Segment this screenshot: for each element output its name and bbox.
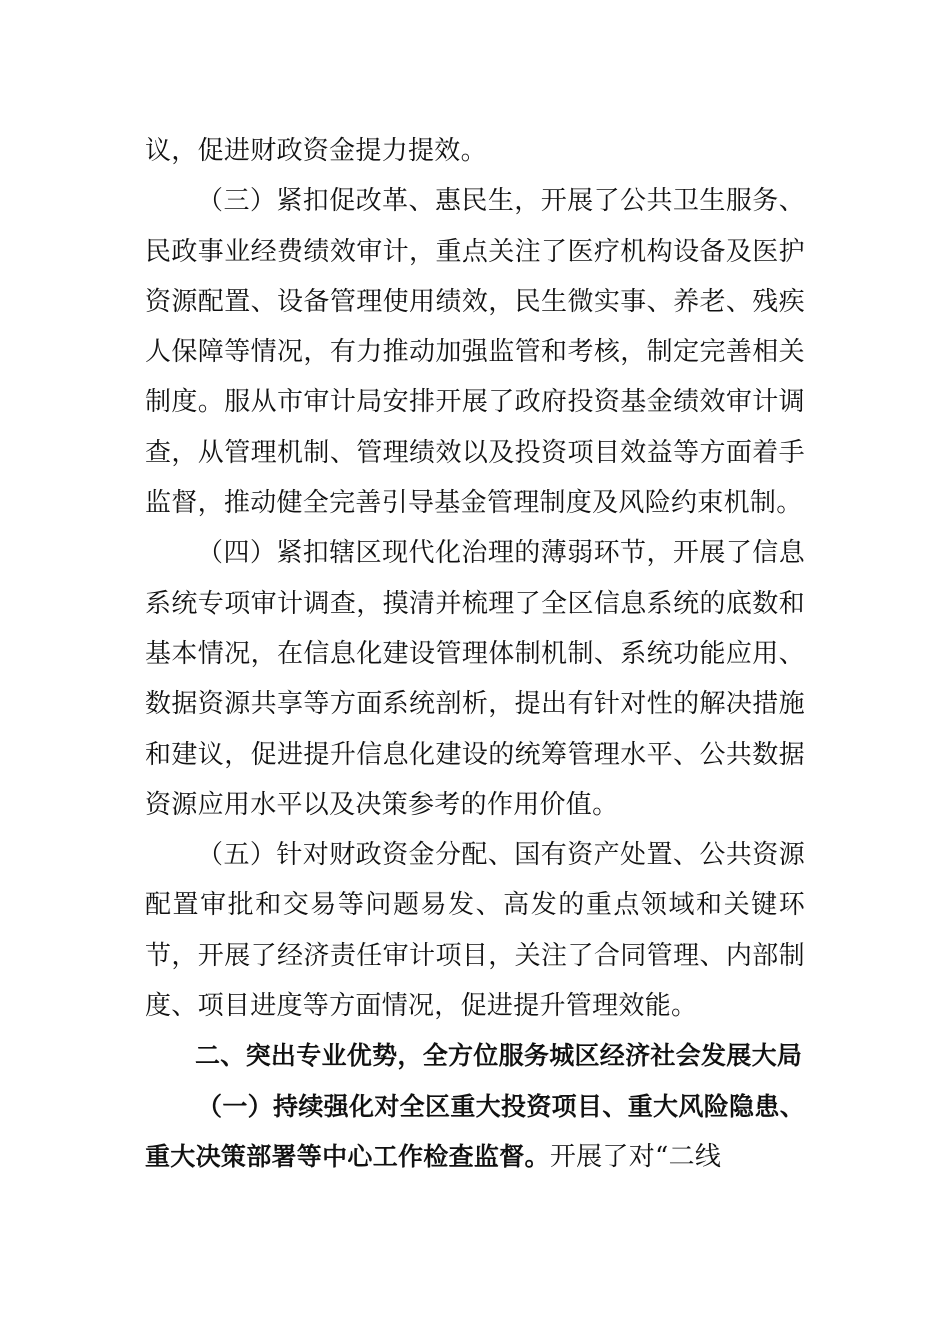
section-heading: 二、突出专业优势，全方位服务城区经济社会发展大局 xyxy=(195,1041,803,1071)
paragraph-continuation: 议，促进财政资金提力提效。 xyxy=(145,136,487,166)
sub-item-paragraph xyxy=(145,1082,805,1183)
sub-item-bold-lead: （一）持续强化对全区重大投资项目、重大风险隐患、重大决策部署等中心工作检查监督。 xyxy=(145,1091,805,1171)
paragraph-item-three: （三）紧扣促改革、惠民生，开展了公共卫生服务、民政事业经费绩效审计，重点关注了医疗机构设备及医护资源配置、设备管理使用绩效，民生微实事、养老、残疾人保障等情况，有力推动加强监管和考核，制定完善相关制度。服从市审计局安排开展了政府投资基金绩效审计调查，从管理机制、管理绩效以及投资项目效益等方面着手监督，推动健全完善引导基金管理制度及风险约束机制。 xyxy=(145,186,805,519)
document-body xyxy=(145,126,805,1182)
paragraph-item-four: （四）紧扣辖区现代化治理的薄弱环节，开展了信息系统专项审计调查，摸清并梳理了全区信息系统的底数和基本情况，在信息化建设管理体制机制、系统功能应用、数据资源共享等方面系统剖析，提出有针对性的解决措施和建议，促进提升信息化建设的统筹管理水平、公共数据资源应用水平以及决策参考的作用价值。 xyxy=(145,538,805,820)
paragraph-item-five: （五）针对财政资金分配、国有资产处置、公共资源配置审批和交易等问题易发、高发的重点领域和关键环节，开展了经济责任审计项目，关注了合同管理、内部制度、项目进度等方面情况，促进提升管理效能。 xyxy=(145,840,805,1022)
sub-item-text: 开展了对“二线 xyxy=(549,1141,722,1172)
